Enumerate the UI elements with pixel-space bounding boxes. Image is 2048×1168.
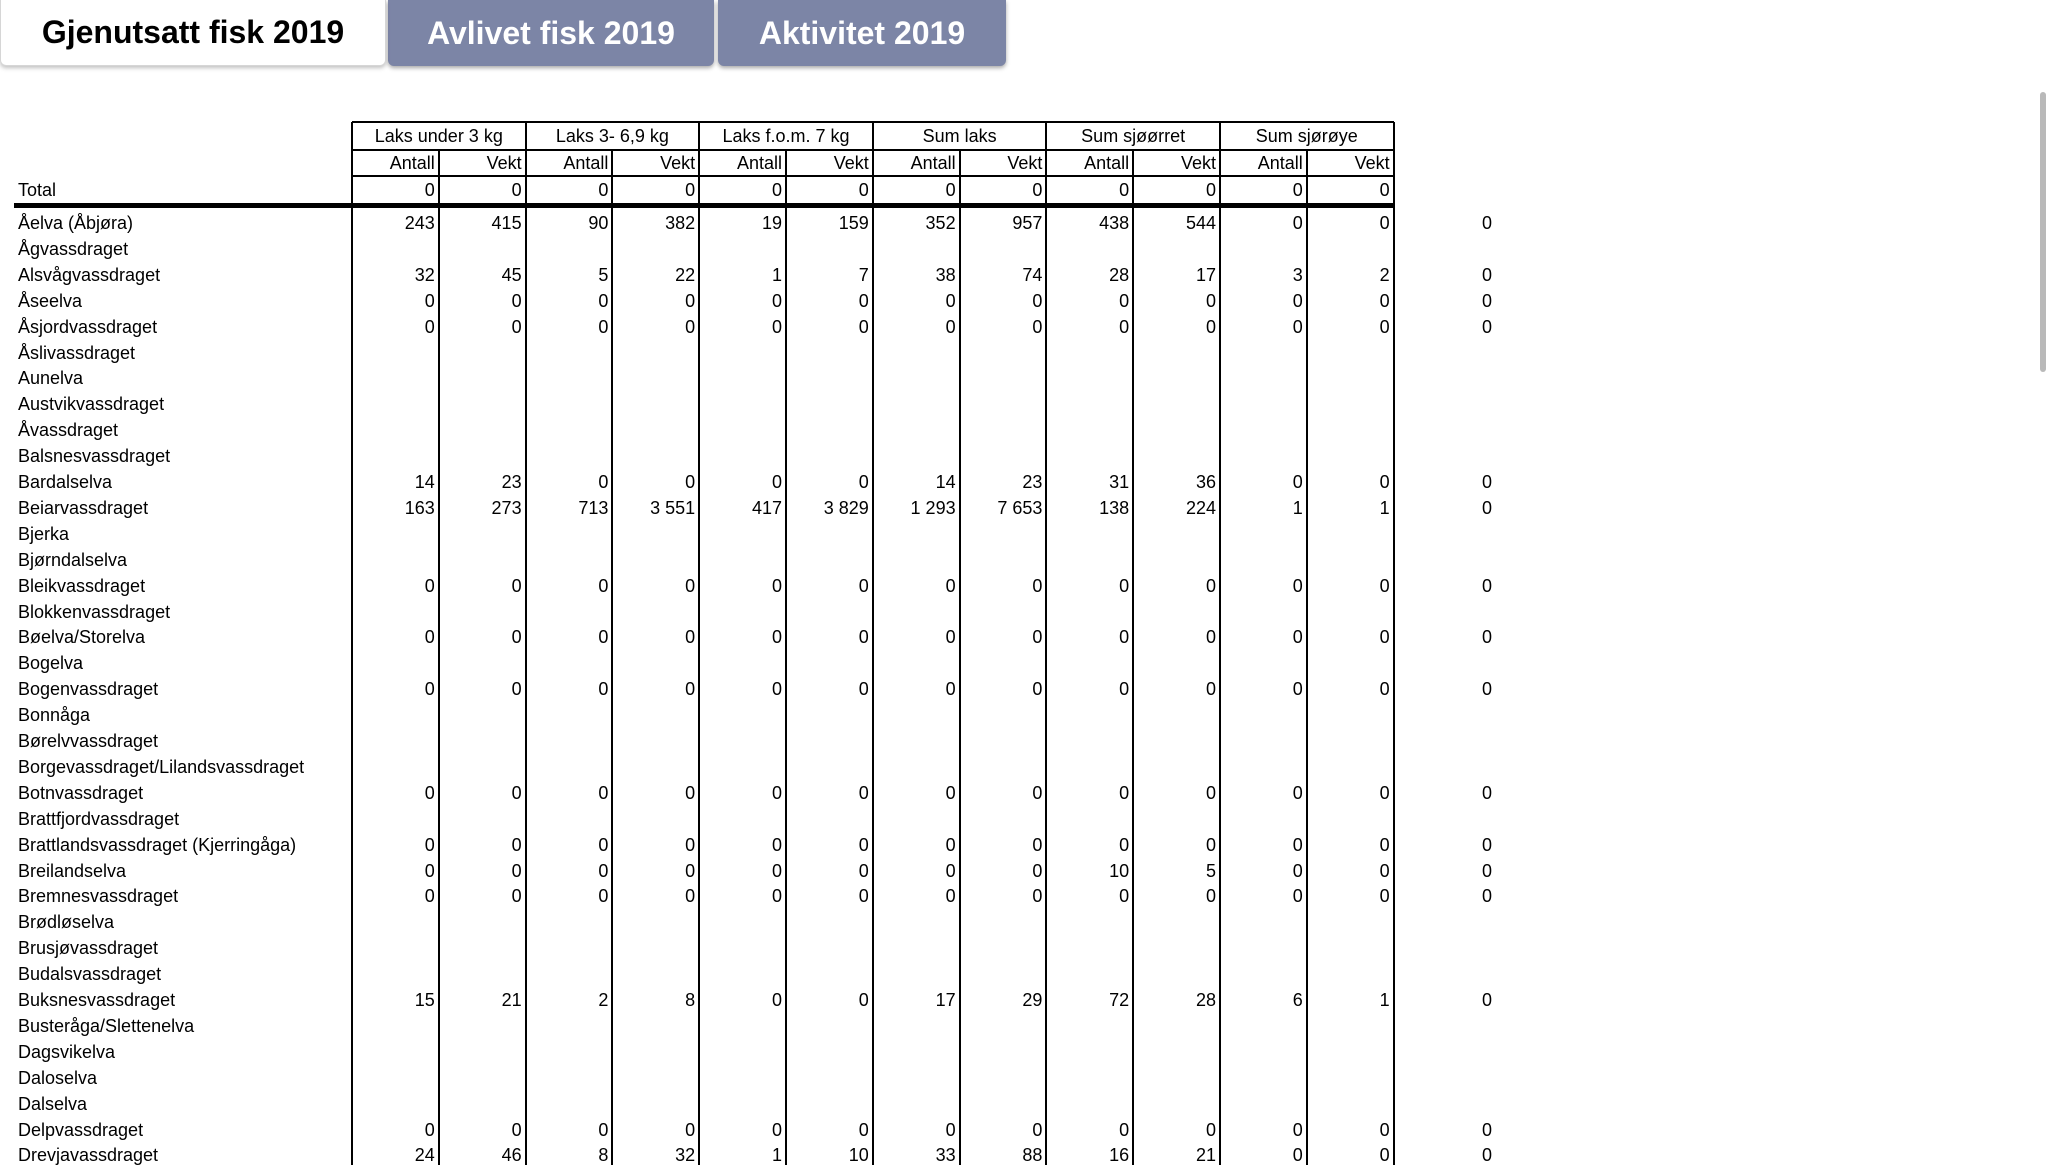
row-label: Daloselva: [18, 1067, 98, 1088]
table-cell[interactable]: 0: [1379, 213, 1390, 233]
table-cell[interactable]: 1 293: [910, 497, 956, 518]
table-cell[interactable]: 0: [945, 679, 956, 700]
table-cell[interactable]: 0: [1032, 627, 1043, 648]
row-label: Botnvassdraget: [18, 782, 144, 803]
table-cell[interactable]: 0: [858, 679, 869, 700]
row-label: Bøelva/Storelva: [18, 627, 146, 648]
table-cell[interactable]: 0: [945, 860, 956, 881]
table-cell[interactable]: 0: [1292, 213, 1303, 233]
table-cell[interactable]: 0: [1379, 627, 1390, 648]
table-cell[interactable]: 0: [858, 290, 869, 311]
table-cell[interactable]: 0: [1119, 575, 1130, 596]
extra-cell[interactable]: 0: [1481, 316, 1492, 337]
row-label: Åsjordvassdraget: [18, 316, 158, 337]
table-cell[interactable]: 0: [685, 472, 696, 492]
table-cell[interactable]: 0: [685, 1119, 696, 1140]
table-cell[interactable]: 0: [1379, 472, 1390, 492]
table-cell[interactable]: 1: [1292, 497, 1303, 518]
table-cell[interactable]: 5: [1205, 860, 1216, 881]
table-cell[interactable]: 0: [1379, 316, 1390, 337]
table-cell[interactable]: 0: [424, 886, 435, 907]
row-label: Drevjavassdraget: [18, 1145, 159, 1166]
table-cell[interactable]: 0: [771, 575, 782, 596]
extra-cell[interactable]: 0: [1481, 627, 1492, 648]
row-label: Budalsvassdraget: [18, 964, 162, 985]
table-cell[interactable]: 0: [1032, 679, 1043, 700]
grid-vline: [959, 150, 961, 1165]
table-cell[interactable]: 0: [424, 316, 435, 337]
table-cell[interactable]: 46: [501, 1145, 522, 1166]
grid-vline: [1219, 122, 1221, 1165]
extra-cell[interactable]: 0: [1481, 290, 1492, 311]
table-cell[interactable]: 544: [1185, 213, 1216, 233]
table-cell[interactable]: 17: [1195, 264, 1216, 285]
table-cell[interactable]: 1: [771, 264, 782, 285]
table-cell[interactable]: 0: [1292, 834, 1303, 855]
table-cell[interactable]: 0: [1292, 679, 1303, 700]
table-cell[interactable]: 23: [501, 472, 522, 492]
row-label: Busteråga/Slettenelva: [18, 1015, 195, 1036]
table-cell[interactable]: 0: [1119, 679, 1130, 700]
table-cell[interactable]: 0: [511, 834, 522, 855]
table-cell[interactable]: 0: [1379, 1119, 1390, 1140]
table-cell[interactable]: 0: [1119, 834, 1130, 855]
table-cell[interactable]: 0: [945, 575, 956, 596]
table-cell[interactable]: 0: [771, 679, 782, 700]
table-cell[interactable]: 33: [935, 1145, 956, 1166]
column-subheader: Vekt: [1007, 153, 1043, 173]
table-cell[interactable]: 0: [1205, 627, 1216, 648]
table-cell[interactable]: 0: [858, 886, 869, 907]
table-cell[interactable]: 0: [598, 627, 609, 648]
column-subheader: Vekt: [660, 153, 696, 173]
table-cell[interactable]: 0: [1119, 316, 1130, 337]
grid-vline: [611, 150, 613, 1165]
column-subheader: Vekt: [1354, 153, 1390, 173]
table-cell[interactable]: 1: [1379, 497, 1390, 518]
table-cell[interactable]: 0: [685, 834, 696, 855]
extra-cell[interactable]: 0: [1481, 990, 1492, 1010]
table-cell[interactable]: 0: [1379, 886, 1390, 907]
table-cell[interactable]: 0: [685, 316, 696, 337]
table-cell[interactable]: 0: [1292, 1145, 1303, 1166]
table-cell[interactable]: 0: [858, 472, 869, 492]
table-cell[interactable]: 0: [424, 1119, 435, 1140]
table-cell[interactable]: 0: [1205, 575, 1216, 596]
table-cell[interactable]: 0: [945, 886, 956, 907]
table-cell[interactable]: 10: [1109, 860, 1130, 881]
grid-hline: [352, 149, 1394, 151]
table-cell[interactable]: 7 653: [997, 497, 1043, 518]
column-subheader: Vekt: [833, 153, 869, 173]
grid-vline: [698, 122, 700, 1165]
table-cell[interactable]: 0: [598, 834, 609, 855]
table-cell[interactable]: 0: [771, 834, 782, 855]
table-cell[interactable]: 0: [1205, 782, 1216, 803]
table-cell[interactable]: 0: [771, 860, 782, 881]
table-cell[interactable]: 0: [511, 575, 522, 596]
table-cell[interactable]: 28: [1109, 264, 1130, 285]
extra-cell[interactable]: 0: [1481, 264, 1492, 285]
total-cell[interactable]: 0: [1379, 180, 1390, 200]
row-label: Bjørndalselva: [18, 549, 128, 570]
extra-cell[interactable]: 0: [1481, 497, 1492, 518]
table-cell[interactable]: 5: [598, 264, 609, 285]
table-cell[interactable]: 16: [1109, 1145, 1130, 1166]
table-cell[interactable]: 0: [424, 627, 435, 648]
table-cell[interactable]: 0: [598, 575, 609, 596]
table-cell[interactable]: 38: [935, 264, 956, 285]
table-cell[interactable]: 8: [685, 990, 696, 1010]
table-cell[interactable]: 0: [771, 627, 782, 648]
table-cell[interactable]: 0: [1292, 1119, 1303, 1140]
row-label: Ågvassdraget: [18, 238, 129, 259]
table-cell[interactable]: 0: [598, 1119, 609, 1140]
row-label: Breilandselva: [18, 860, 127, 881]
table-cell[interactable]: 0: [511, 316, 522, 337]
table-cell[interactable]: 0: [511, 886, 522, 907]
row-label: Bremnesvassdraget: [18, 886, 179, 907]
table-cell[interactable]: 0: [685, 627, 696, 648]
table-cell[interactable]: 1: [1379, 990, 1390, 1010]
row-label: Bjerka: [18, 523, 70, 544]
table-cell[interactable]: 90: [588, 213, 609, 233]
table-cell[interactable]: 0: [771, 990, 782, 1010]
table-cell[interactable]: 36: [1195, 472, 1216, 492]
table-cell[interactable]: 0: [858, 627, 869, 648]
row-label: Balsnesvassdraget: [18, 446, 171, 467]
table-cell[interactable]: 273: [491, 497, 522, 518]
row-label: Åvassdraget: [18, 420, 119, 441]
table-cell[interactable]: 0: [1032, 860, 1043, 881]
table-cell[interactable]: 0: [1379, 1145, 1390, 1166]
table-cell[interactable]: 0: [424, 860, 435, 881]
row-label: Brattlandsvassdraget (Kjerringåga): [18, 834, 297, 855]
column-subheader: Antall: [1257, 153, 1303, 173]
grid-hline: [352, 121, 1394, 123]
table-cell[interactable]: 438: [1099, 213, 1130, 233]
table-cell[interactable]: 0: [1032, 1119, 1043, 1140]
table-cell[interactable]: 32: [414, 264, 435, 285]
extra-cell[interactable]: 0: [1481, 782, 1492, 803]
table-cell[interactable]: 0: [1292, 316, 1303, 337]
table-cell[interactable]: 2: [1379, 264, 1390, 285]
table-cell[interactable]: 0: [1292, 782, 1303, 803]
total-cell[interactable]: 0: [511, 180, 522, 200]
row-label: Blokkenvassdraget: [18, 601, 171, 622]
row-label: Alsvågvassdraget: [18, 264, 161, 285]
row-label: Brødløselva: [18, 912, 115, 933]
table-cell[interactable]: 0: [1379, 860, 1390, 881]
table-cell[interactable]: 72: [1109, 990, 1130, 1010]
table-cell[interactable]: 0: [1292, 886, 1303, 907]
column-group-header: Laks 3- 6,9 kg: [555, 126, 669, 146]
row-label: Beiarvassdraget: [18, 497, 149, 518]
column-group-header: Sum laks: [922, 126, 997, 146]
extra-cell[interactable]: 0: [1481, 886, 1492, 907]
row-label: Åseelva: [18, 290, 83, 311]
table-cell[interactable]: 10: [848, 1145, 869, 1166]
grid-vline: [438, 150, 440, 1165]
table-cell[interactable]: 163: [404, 497, 435, 518]
table-cell[interactable]: 7: [858, 264, 869, 285]
table-cell[interactable]: 0: [1032, 886, 1043, 907]
table-cell[interactable]: 0: [858, 860, 869, 881]
table-cell[interactable]: 0: [771, 290, 782, 311]
extra-cell[interactable]: 0: [1481, 213, 1492, 233]
row-label: Brusjøvassdraget: [18, 938, 159, 959]
extra-cell[interactable]: 0: [1481, 834, 1492, 855]
table-cell[interactable]: 0: [858, 316, 869, 337]
column-subheader: Antall: [910, 153, 956, 173]
table-cell[interactable]: 0: [945, 782, 956, 803]
table-cell[interactable]: 0: [1205, 679, 1216, 700]
table-cell[interactable]: 0: [1292, 472, 1303, 492]
total-cell[interactable]: 0: [945, 180, 956, 200]
column-subheader: Antall: [563, 153, 609, 173]
table-cell[interactable]: 0: [1292, 627, 1303, 648]
table-cell[interactable]: 15: [414, 990, 435, 1010]
table-cell[interactable]: 0: [511, 782, 522, 803]
table-cell[interactable]: 0: [1292, 290, 1303, 311]
table-cell[interactable]: 6: [1292, 990, 1303, 1010]
table-cell[interactable]: 0: [685, 679, 696, 700]
table-cell[interactable]: 88: [1022, 1145, 1043, 1166]
row-label: Brattfjordvassdraget: [18, 808, 180, 829]
grid-vline: [785, 150, 787, 1165]
tab-aktivitet[interactable]: Aktivitet 2019: [718, 0, 1006, 66]
table-cell[interactable]: 19: [761, 213, 782, 233]
table-cell[interactable]: 0: [945, 1119, 956, 1140]
total-cell[interactable]: 0: [424, 180, 435, 200]
table-cell[interactable]: 21: [1195, 1145, 1216, 1166]
table-cell[interactable]: 0: [1032, 834, 1043, 855]
table-cell[interactable]: 0: [685, 782, 696, 803]
table-cell[interactable]: 0: [771, 782, 782, 803]
table-cell[interactable]: 0: [1032, 575, 1043, 596]
row-label: Bardalselva: [18, 472, 113, 492]
table-cell[interactable]: 14: [935, 472, 956, 492]
table-cell[interactable]: 0: [945, 290, 956, 311]
total-cell[interactable]: 0: [685, 180, 696, 200]
table-cell[interactable]: 14: [414, 472, 435, 492]
total-cell[interactable]: 0: [858, 180, 869, 200]
column-subheader: Antall: [1084, 153, 1130, 173]
table-cell[interactable]: 0: [1379, 290, 1390, 311]
table-cell[interactable]: 352: [925, 213, 956, 233]
table-cell[interactable]: 0: [511, 290, 522, 311]
table-cell[interactable]: 0: [424, 782, 435, 803]
total-cell[interactable]: 0: [1032, 180, 1043, 200]
total-cell[interactable]: 0: [598, 180, 609, 200]
table-cell[interactable]: 0: [1379, 834, 1390, 855]
table-cell[interactable]: 0: [858, 1119, 869, 1140]
column-subheader: Vekt: [486, 153, 522, 173]
table-cell[interactable]: 0: [424, 834, 435, 855]
table-cell[interactable]: 0: [1379, 575, 1390, 596]
table-cell[interactable]: 45: [501, 264, 522, 285]
table-cell[interactable]: 17: [935, 990, 956, 1010]
table-cell[interactable]: 0: [511, 627, 522, 648]
row-label: Åelva (Åbjøra): [18, 213, 134, 233]
table-cell[interactable]: 0: [1205, 886, 1216, 907]
table-cell[interactable]: 0: [945, 627, 956, 648]
table-cell[interactable]: 0: [685, 860, 696, 881]
table-cell[interactable]: 713: [578, 497, 609, 518]
table-cell[interactable]: 2: [598, 990, 609, 1010]
row-label: Børelvvassdraget: [18, 731, 159, 751]
extra-cell[interactable]: 0: [1481, 472, 1492, 492]
table-cell[interactable]: 0: [1119, 886, 1130, 907]
table-cell[interactable]: 24: [414, 1145, 435, 1166]
table-cell[interactable]: 0: [771, 316, 782, 337]
row-label: Bleikvassdraget: [18, 575, 146, 596]
row-label: Dagsvikelva: [18, 1041, 116, 1062]
table-cell[interactable]: 0: [1205, 1119, 1216, 1140]
row-label: Åslivassdraget: [18, 342, 136, 363]
table-cell[interactable]: 0: [945, 834, 956, 855]
extra-cell[interactable]: 0: [1481, 575, 1492, 596]
table-cell[interactable]: 159: [838, 213, 869, 233]
table-cell[interactable]: 0: [771, 886, 782, 907]
tab-avlivet-fisk[interactable]: Avlivet fisk 2019: [388, 0, 714, 66]
column-group-header: Laks under 3 kg: [374, 126, 503, 146]
table-cell[interactable]: 3 829: [823, 497, 869, 518]
table-cell[interactable]: 382: [665, 213, 696, 233]
table-cell[interactable]: 0: [598, 886, 609, 907]
table-cell[interactable]: 0: [1292, 575, 1303, 596]
table-cell[interactable]: 3: [1292, 264, 1303, 285]
column-subheader: Vekt: [1180, 153, 1216, 173]
total-cell[interactable]: 0: [1205, 180, 1216, 200]
row-label: Bogelva: [18, 653, 84, 674]
table-cell[interactable]: 0: [685, 575, 696, 596]
table-cell[interactable]: 415: [491, 213, 522, 233]
table-cell[interactable]: 74: [1022, 264, 1043, 285]
table-cell[interactable]: 0: [1205, 290, 1216, 311]
table-cell[interactable]: 3 551: [650, 497, 696, 518]
table-cell[interactable]: 224: [1185, 497, 1216, 518]
total-label: Total: [18, 180, 57, 200]
row-label: Delpvassdraget: [18, 1119, 144, 1140]
total-cell[interactable]: 0: [771, 180, 782, 200]
table-cell[interactable]: 0: [511, 679, 522, 700]
table-cell[interactable]: 0: [598, 782, 609, 803]
table-cell[interactable]: 0: [1032, 782, 1043, 803]
table-cell[interactable]: 0: [598, 679, 609, 700]
table-cell[interactable]: 0: [598, 316, 609, 337]
table-cell[interactable]: 32: [675, 1145, 696, 1166]
table-cell[interactable]: 0: [771, 472, 782, 492]
row-label: Buksnesvassdraget: [18, 990, 176, 1010]
table-cell[interactable]: 0: [1119, 782, 1130, 803]
table-cell[interactable]: 0: [1119, 290, 1130, 311]
table-cell[interactable]: 0: [511, 860, 522, 881]
grid-vline: [1393, 122, 1395, 1165]
table-cell[interactable]: 0: [511, 1119, 522, 1140]
column-group-header: Laks f.o.m. 7 kg: [722, 126, 850, 146]
table-cell[interactable]: 0: [1119, 1119, 1130, 1140]
grid-hline: [14, 203, 1394, 208]
table-cell[interactable]: 0: [598, 860, 609, 881]
grid-hline: [352, 175, 1394, 177]
row-label: Borgevassdraget/Lilandsvassdraget: [18, 756, 305, 777]
table-cell[interactable]: 0: [685, 290, 696, 311]
table-cell[interactable]: 243: [404, 213, 435, 233]
column-subheader: Antall: [736, 153, 782, 173]
grid-vline: [1306, 150, 1308, 1165]
table-cell[interactable]: 0: [685, 886, 696, 907]
table-cell[interactable]: 1: [771, 1145, 782, 1166]
extra-cell[interactable]: 0: [1481, 679, 1492, 700]
table-cell[interactable]: 0: [598, 290, 609, 311]
row-label: Aunelva: [18, 368, 84, 389]
row-label: Austvikvassdraget: [18, 394, 165, 415]
row-label: Bonnåga: [18, 705, 91, 726]
table-cell[interactable]: 0: [945, 316, 956, 337]
table-cell[interactable]: 21: [501, 990, 522, 1010]
table-cell[interactable]: 0: [1205, 834, 1216, 855]
table-cell[interactable]: 0: [1292, 860, 1303, 881]
total-cell[interactable]: 0: [1292, 180, 1303, 200]
table-cell[interactable]: 0: [858, 990, 869, 1010]
grid-vline: [1132, 150, 1134, 1165]
total-cell[interactable]: 0: [1119, 180, 1130, 200]
table-cell[interactable]: 0: [424, 575, 435, 596]
sheet-tabs: [0, 0, 1010, 68]
vertical-scrollbar[interactable]: [2040, 92, 2046, 372]
row-label: Dalselva: [18, 1093, 88, 1114]
table-cell[interactable]: 0: [1032, 290, 1043, 311]
column-group-header: Sum sjørøye: [1255, 126, 1358, 146]
extra-cell[interactable]: 0: [1481, 1119, 1492, 1140]
table-cell[interactable]: 28: [1195, 990, 1216, 1010]
table-cell[interactable]: 0: [1119, 627, 1130, 648]
table-cell[interactable]: 0: [1379, 679, 1390, 700]
table-cell[interactable]: 0: [771, 1119, 782, 1140]
column-group-header: Sum sjøørret: [1081, 126, 1186, 146]
table-cell[interactable]: 0: [1205, 316, 1216, 337]
table-cell[interactable]: 0: [858, 575, 869, 596]
table-cell[interactable]: 0: [1379, 782, 1390, 803]
table-cell[interactable]: 957: [1012, 213, 1043, 233]
table-cell[interactable]: 0: [858, 834, 869, 855]
table-cell[interactable]: 138: [1099, 497, 1130, 518]
tab-gjenutsatt-fisk[interactable]: Gjenutsatt fisk 2019: [0, 0, 386, 66]
grid-vline: [525, 122, 527, 1165]
grid-vline: [872, 122, 874, 1165]
extra-cell[interactable]: 0: [1481, 860, 1492, 881]
table-cell[interactable]: 0: [598, 472, 609, 492]
column-subheader: Antall: [389, 153, 435, 173]
table-cell[interactable]: 23: [1022, 472, 1043, 492]
extra-cell[interactable]: 0: [1481, 1145, 1492, 1166]
table-cell[interactable]: 0: [858, 782, 869, 803]
table-cell[interactable]: 0: [1032, 316, 1043, 337]
table-cell[interactable]: 417: [751, 497, 782, 518]
table-cell[interactable]: 29: [1022, 990, 1043, 1010]
table-cell[interactable]: 22: [675, 264, 696, 285]
grid-vline: [351, 122, 353, 1165]
grid-vline: [1045, 122, 1047, 1165]
table-cell[interactable]: 8: [598, 1145, 609, 1166]
table-cell[interactable]: 0: [424, 290, 435, 311]
table-cell[interactable]: 31: [1109, 472, 1130, 492]
table-cell[interactable]: 0: [424, 679, 435, 700]
row-label: Bogenvassdraget: [18, 679, 159, 700]
